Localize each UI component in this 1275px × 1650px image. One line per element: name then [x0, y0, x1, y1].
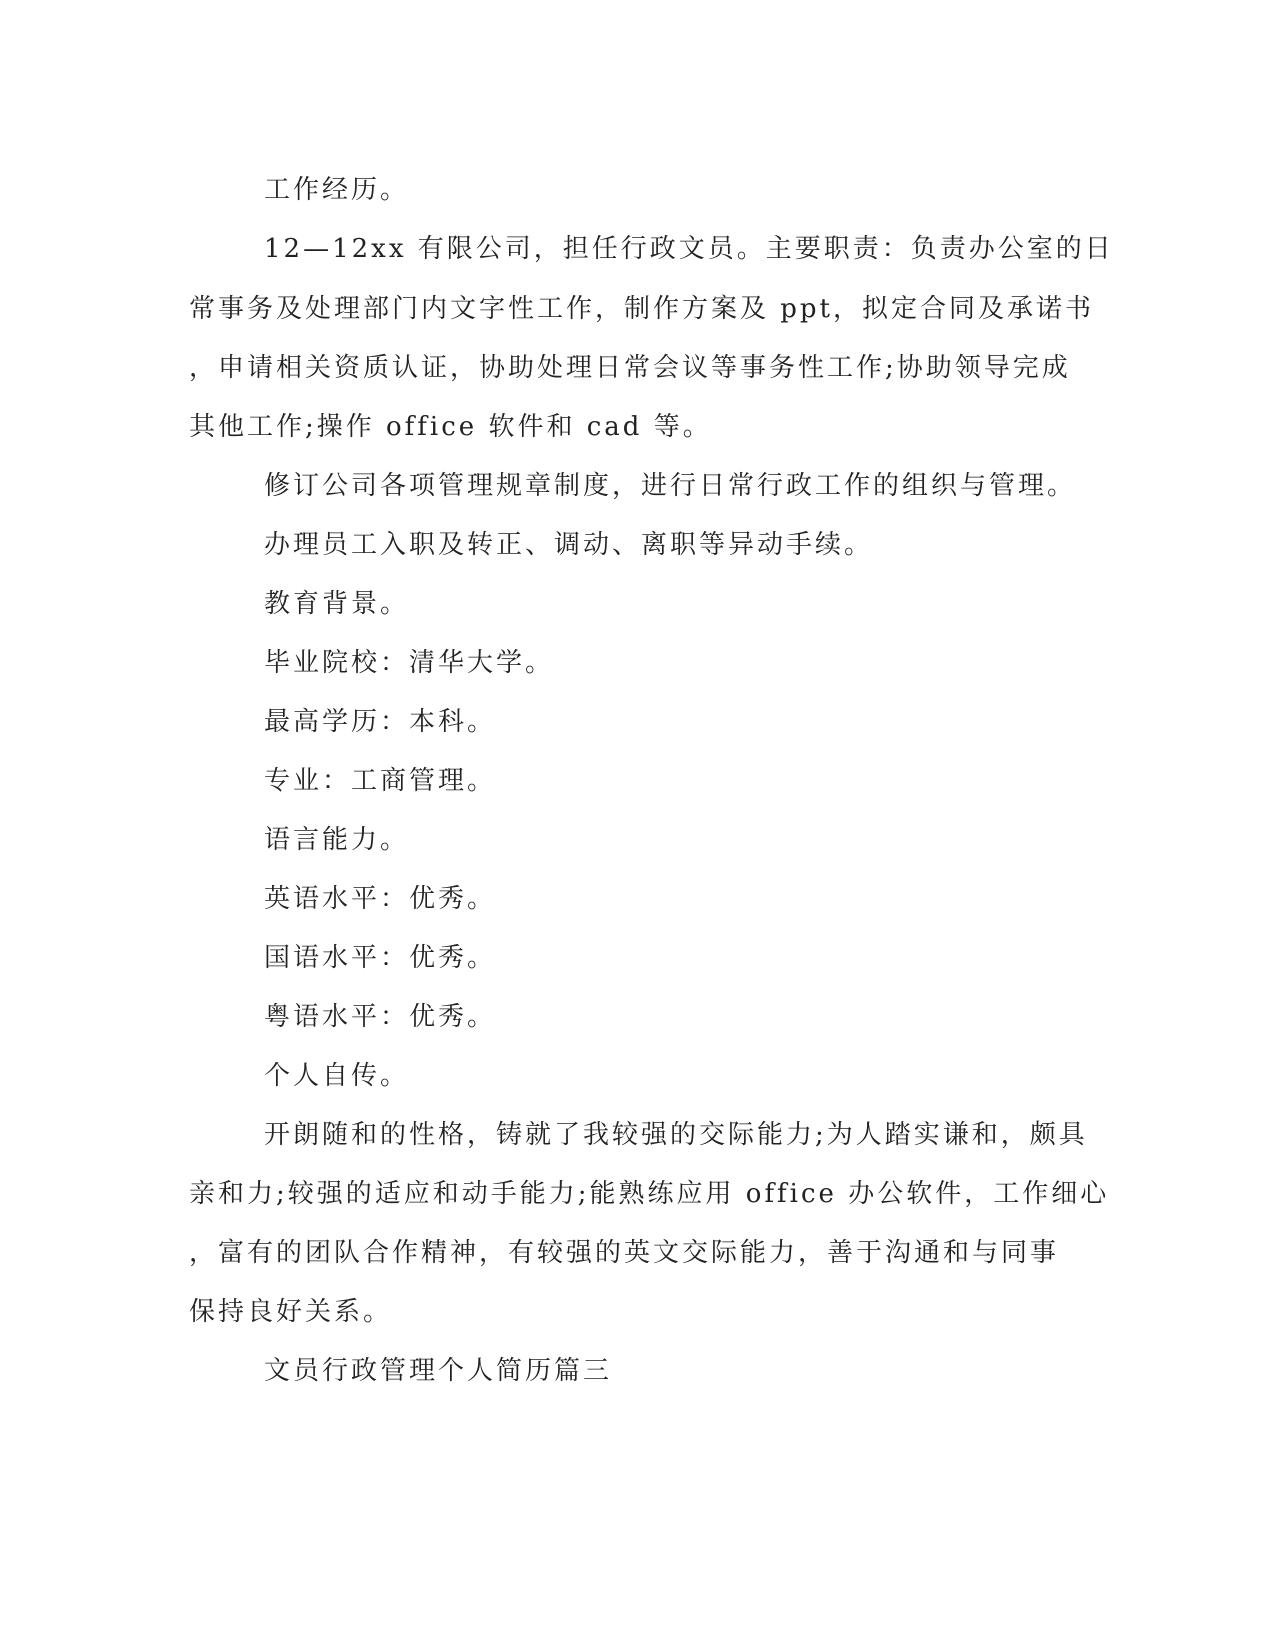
heading-work-experience: 工作经历。 — [264, 175, 410, 205]
info-line: 专业：工商管理。 — [264, 766, 497, 796]
paragraph-line: 开朗随和的性格，铸就了我较强的交际能力;为人踏实谦和，颇具 — [264, 1120, 1088, 1150]
heading-education: 教育背景。 — [264, 589, 410, 619]
paragraph-line: 办理员工入职及转正、调动、离职等异动手续。 — [264, 530, 874, 560]
info-line: 英语水平：优秀。 — [264, 884, 497, 914]
paragraph-line: ，申请相关资质认证，协助处理日常会议等事务性工作;协助领导完成 — [189, 353, 1071, 383]
info-line: 最高学历：本科。 — [264, 707, 497, 737]
heading-language: 语言能力。 — [264, 825, 410, 855]
paragraph-line: 其他工作;操作 office 软件和 cad 等。 — [189, 412, 712, 442]
info-line: 国语水平：优秀。 — [264, 943, 497, 973]
info-line: 粤语水平：优秀。 — [264, 1002, 497, 1032]
paragraph-line: 亲和力;较强的适应和动手能力;能熟练应用 office 办公软件，工作细心 — [189, 1179, 1110, 1209]
section-title: 文员行政管理个人简历篇三 — [264, 1356, 613, 1386]
info-line: 毕业院校：清华大学。 — [264, 648, 555, 678]
paragraph-line: 常事务及处理部门内文字性工作，制作方案及 ppt，拟定合同及承诺书 — [189, 294, 1095, 324]
paragraph-line: 12—12xx 有限公司，担任行政文员。主要职责：负责办公室的日 — [264, 234, 1114, 264]
paragraph-line: 修订公司各项管理规章制度，进行日常行政工作的组织与管理。 — [264, 471, 1077, 501]
heading-autobiography: 个人自传。 — [264, 1061, 410, 1091]
paragraph-line: ，富有的团队合作精神，有较强的英文交际能力，善于沟通和与同事 — [189, 1238, 1060, 1268]
paragraph-line: 保持良好关系。 — [189, 1297, 393, 1327]
